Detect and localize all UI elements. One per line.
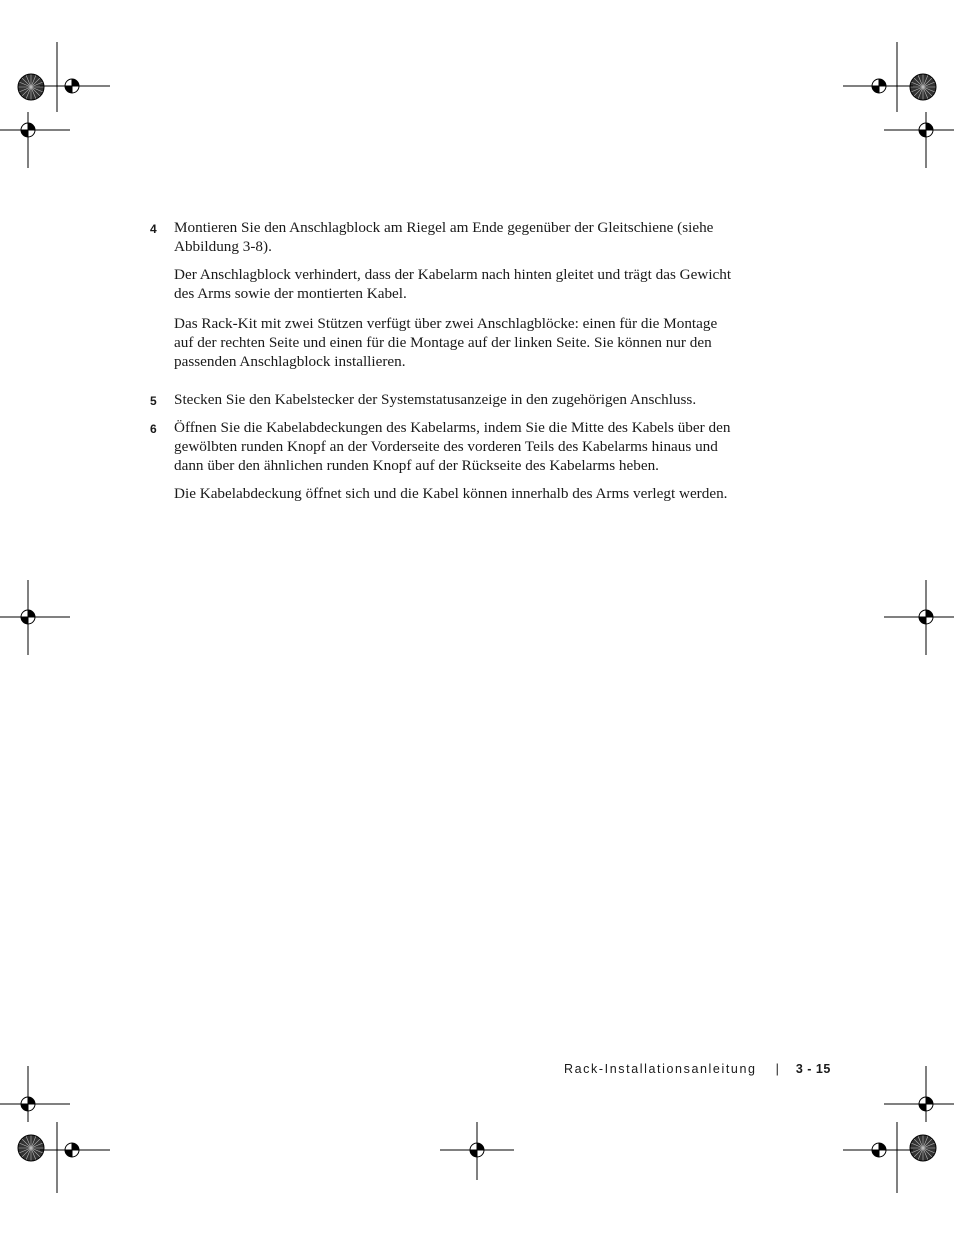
- registration-mark-middle-left: [0, 580, 70, 655]
- step-5: [150, 390, 740, 409]
- registration-mark-top-right: [843, 42, 954, 168]
- step-paragraph: Das Rack-Kit mit zwei Stützen verfügt über zwei Anschlagblöcke: einen für die Montage auf der rechten Seite und einen für die Montage auf der linken Seite. Sie können nur den passenden Anschlagblock installieren.: [174, 315, 718, 370]
- registration-mark-bottom-right: [843, 1066, 954, 1193]
- step-number: 5: [150, 394, 157, 408]
- instruction-steps: [150, 218, 740, 503]
- step-body: [174, 418, 740, 503]
- step-paragraph: Die Kabelabdeckung öffnet sich und die Kabel können innerhalb des Arms verlegt werden.: [174, 485, 728, 502]
- registration-mark-middle-right: [884, 580, 954, 655]
- step-number: 6: [150, 422, 157, 436]
- step-paragraph: Der Anschlagblock verhindert, dass der Kabelarm nach hinten gleitet und trägt das Gewicht des Arms sowie der montierten Kabel.: [174, 266, 732, 302]
- page-number: 3 - 15: [795, 1062, 831, 1076]
- footer-doc-title: Rack-Installationsanleitung: [564, 1062, 757, 1076]
- step-body: [174, 390, 740, 409]
- step-6: [150, 418, 740, 503]
- footer-separator: |: [775, 1062, 779, 1076]
- registration-mark-top-left: [0, 42, 110, 168]
- page-footer: [564, 1062, 831, 1076]
- registration-mark-bottom-center: [440, 1122, 514, 1180]
- step-text: Öffnen Sie die Kabelabdeckungen des Kabelarms, indem Sie die Mitte des Kabels über den gewölbten runden Knopf an der Vorderseite des vorderen Teils des Kabelarms hinaus und dann über den ähnlichen runden Knopf auf der Rückseite des Kabelarms heben.: [174, 419, 731, 474]
- registration-mark-bottom-left: [0, 1066, 110, 1193]
- step-4: [150, 218, 740, 381]
- step-number: 4: [150, 222, 157, 236]
- step-text: Montieren Sie den Anschlagblock am Riegel am Ende gegenüber der Gleitschiene (siehe Abbildung 3-8).: [174, 219, 714, 255]
- step-body: [174, 218, 740, 381]
- step-text: Stecken Sie den Kabelstecker der Systemstatusanzeige in den zugehörigen Anschluss.: [174, 391, 697, 408]
